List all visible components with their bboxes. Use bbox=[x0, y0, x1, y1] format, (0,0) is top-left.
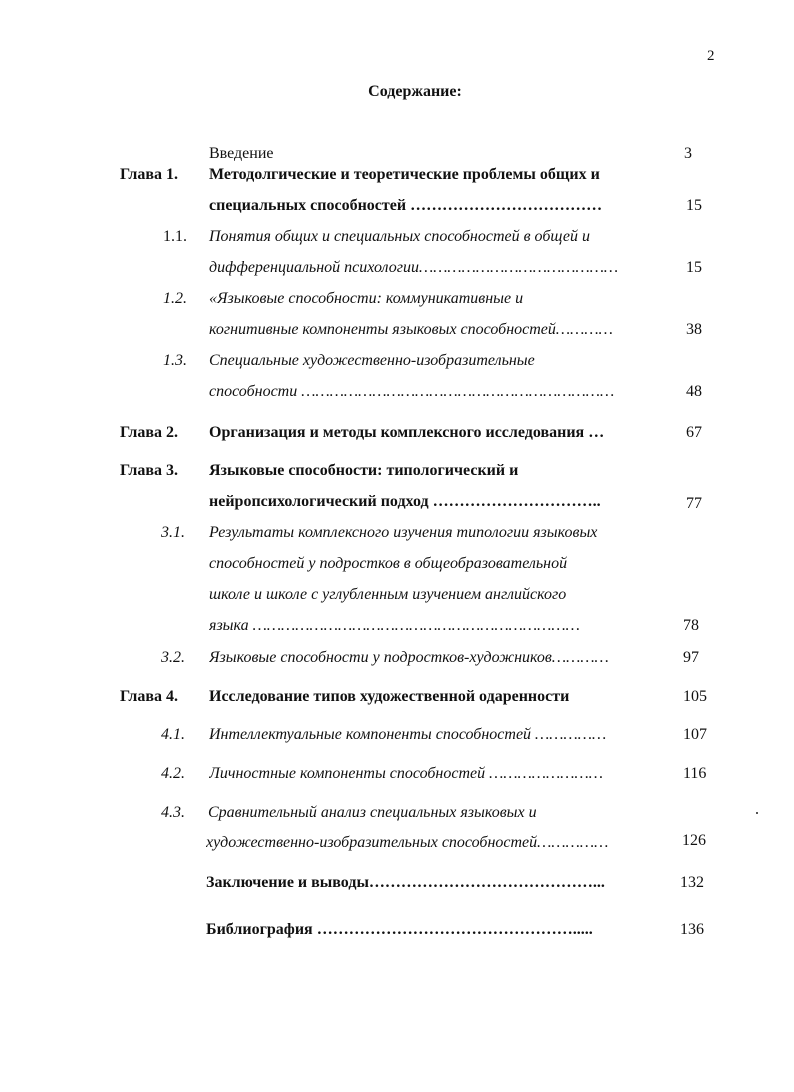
toc-s4-2-label: 4.2. bbox=[161, 765, 185, 782]
toc-s3-1-line1: Результаты комплексного изучения типологии языковых bbox=[209, 524, 598, 541]
toc-ch3-page: 77 bbox=[686, 495, 702, 512]
toc-ch1-page: 15 bbox=[686, 197, 702, 214]
toc-ch2-line1: Организация и методы комплексного исследования … bbox=[209, 424, 605, 441]
toc-s3-1-line3: школе и школе с углубленным изучением английского bbox=[209, 586, 567, 603]
toc-ch3-line1: Языковые способности: типологический и bbox=[209, 462, 519, 479]
toc-s1-2-line2: когнитивные компоненты языковых способностей………… bbox=[209, 321, 613, 338]
toc-s4-2-line1: Личностные компоненты способностей …………………… bbox=[209, 765, 603, 782]
toc-s4-3-label: 4.3. bbox=[161, 804, 185, 821]
toc-s3-2-line1: Языковые способности у подростков-художников………… bbox=[209, 649, 609, 666]
scan-speck bbox=[756, 812, 758, 814]
toc-ch4-line1: Исследование типов художественной одаренности bbox=[209, 688, 570, 705]
toc-s1-3-page: 48 bbox=[686, 383, 702, 400]
toc-s3-2-label: 3.2. bbox=[161, 649, 185, 666]
toc-s1-2-label: 1.2. bbox=[163, 290, 187, 307]
toc-s4-2-page: 116 bbox=[683, 765, 707, 782]
toc-s1-3-line2: способности ………………………………………………………… bbox=[209, 383, 615, 400]
toc-ch3-line2: нейропсихологический подход ………………………….. bbox=[209, 493, 601, 510]
toc-s4-1-line1: Интеллектуальные компоненты способностей …………… bbox=[209, 726, 607, 743]
toc-ch1-label: Глава 1. bbox=[120, 166, 178, 183]
toc-s3-2-page: 97 bbox=[683, 649, 699, 666]
toc-s4-3-page: 126 bbox=[682, 832, 706, 849]
toc-intro-text: Введение bbox=[209, 145, 274, 162]
toc-s1-2-page: 38 bbox=[686, 321, 702, 338]
toc-s1-3-label: 1.3. bbox=[163, 352, 187, 369]
toc-ch3-label: Глава 3. bbox=[120, 462, 178, 479]
toc-s4-3-line2: художественно-изобразительных способностей…………… bbox=[206, 834, 609, 851]
toc-ch4-page: 105 bbox=[683, 688, 707, 705]
toc-s1-1-line1: Понятия общих и специальных способностей в общей и bbox=[209, 228, 590, 245]
page-number: 2 bbox=[707, 48, 715, 64]
toc-ch1-line1: Методолгические и теоретические проблемы общих и bbox=[209, 166, 600, 183]
toc-s1-2-line1: «Языковые способности: коммуникативные и bbox=[209, 290, 524, 307]
toc-bibliography-page: 136 bbox=[680, 921, 704, 938]
toc-conclusion-text: Заключение и выводы……………………………………... bbox=[206, 874, 605, 891]
toc-s1-1-label: 1.1. bbox=[163, 228, 187, 245]
page-title: Содержание: bbox=[368, 83, 462, 100]
toc-s4-3-line1: Сравнительный анализ специальных языковых и bbox=[208, 804, 537, 821]
toc-bibliography-text: Библиография …………………………………………..... bbox=[206, 921, 593, 938]
toc-s1-1-page: 15 bbox=[686, 259, 702, 276]
toc-s1-1-line2: дифференциальной психологии…………………………………… bbox=[209, 259, 619, 276]
toc-s4-1-page: 107 bbox=[683, 726, 707, 743]
toc-s3-1-label: 3.1. bbox=[161, 524, 185, 541]
toc-ch4-label: Глава 4. bbox=[120, 688, 178, 705]
toc-conclusion-page: 132 bbox=[680, 874, 704, 891]
toc-ch2-label: Глава 2. bbox=[120, 424, 178, 441]
toc-ch2-page: 67 bbox=[686, 424, 702, 441]
toc-s3-1-line4: языка …………………………………………………………… bbox=[209, 617, 580, 634]
toc-intro-page: 3 bbox=[684, 145, 692, 162]
toc-s3-1-line2: способностей у подростков в общеобразовательной bbox=[209, 555, 568, 572]
toc-ch1-line2: специальных способностей ……………………………… bbox=[209, 197, 603, 214]
toc-s3-1-page: 78 bbox=[683, 617, 699, 634]
toc-s4-1-label: 4.1. bbox=[161, 726, 185, 743]
toc-s1-3-line1: Специальные художественно-изобразительные bbox=[209, 352, 535, 369]
